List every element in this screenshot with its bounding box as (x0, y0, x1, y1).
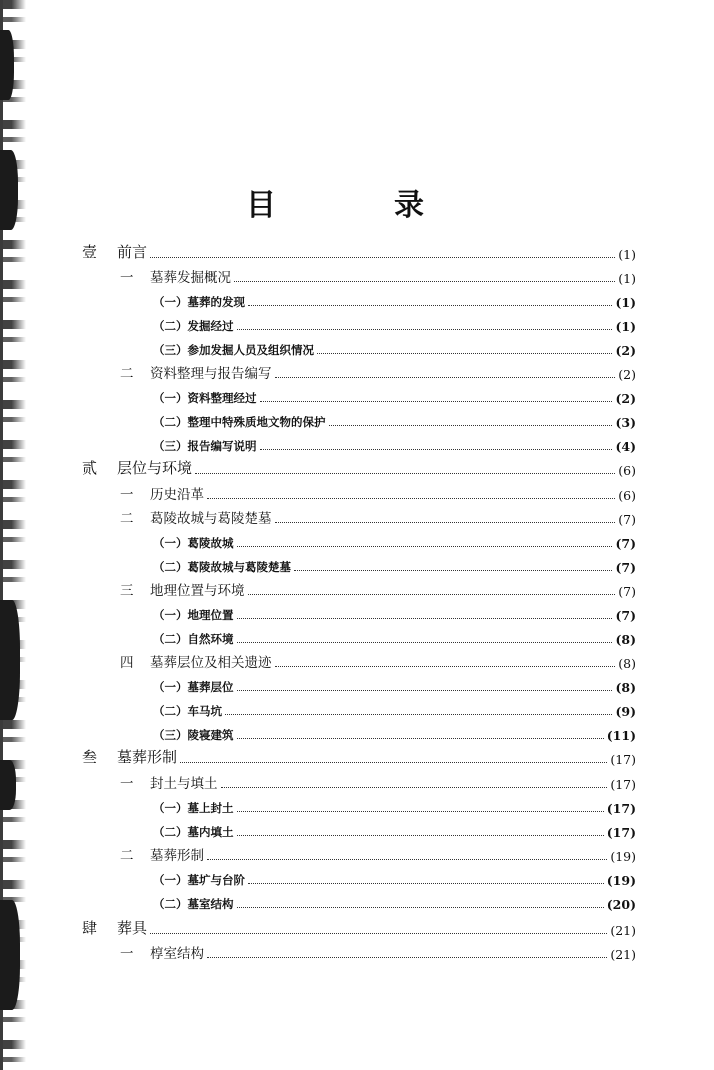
toc-entry-title: 葛陵故城与葛陵楚墓 (150, 511, 272, 527)
toc-entry-title: 车马坑 (187, 704, 222, 718)
toc-entry-title: 历史沿革 (150, 487, 204, 503)
toc-entry-page: (1) (618, 247, 636, 262)
toc-entry-number: 二 (120, 848, 134, 864)
toc-entry-page: (17) (610, 777, 636, 792)
toc-entry-page: (21) (610, 947, 636, 962)
toc-entry-title: 葬具 (117, 919, 148, 937)
toc-entry-title: 葛陵故城 (187, 536, 234, 550)
toc-entry-title: 墓葬形制 (150, 848, 204, 864)
dot-leader (294, 570, 612, 571)
toc-entry-number: （一） (153, 295, 188, 309)
scan-blot (0, 900, 20, 1010)
toc-entry-page: (7) (615, 560, 636, 575)
toc-entry-title: 墓圹与台阶 (187, 873, 245, 887)
toc-entry[interactable] (120, 577, 636, 599)
scan-blot (0, 760, 16, 810)
toc-entry-number: （一） (153, 873, 188, 887)
toc-entry-title: 椁室结构 (150, 946, 204, 962)
toc-entry[interactable] (120, 842, 636, 864)
toc-entry-title: 发掘经过 (187, 319, 234, 333)
dot-leader (180, 762, 607, 763)
toc-entry[interactable] (120, 505, 636, 527)
dot-leader (225, 714, 612, 715)
toc-entry-number: （二） (153, 415, 188, 429)
scan-blot (0, 30, 14, 100)
toc-entry-number: （二） (153, 319, 188, 333)
dot-leader (275, 377, 616, 378)
toc-entry[interactable] (153, 721, 636, 743)
toc-entry-number: 一 (120, 487, 134, 503)
toc-entry-title: 墓葬的发现 (187, 295, 245, 309)
toc-entry-page: (1) (615, 319, 636, 334)
dot-leader (237, 642, 613, 643)
scan-blot (0, 600, 20, 720)
toc-entry-number: （二） (153, 704, 188, 718)
dot-leader (234, 281, 615, 282)
toc-entry[interactable] (120, 481, 636, 503)
page-title: 目 录 (246, 188, 468, 223)
toc-entry-number: （一） (153, 801, 188, 815)
dot-leader (237, 907, 604, 908)
dot-leader (260, 401, 613, 402)
toc-entry-title: 墓内填土 (187, 825, 234, 839)
toc-entry-page: (8) (618, 656, 636, 671)
toc-entry-number: （一） (153, 680, 188, 694)
dot-leader (275, 666, 616, 667)
dot-leader (317, 353, 612, 354)
toc-entry-page: (20) (606, 897, 636, 912)
toc-entry[interactable] (153, 384, 636, 406)
toc-entry-number: 贰 (82, 459, 98, 477)
toc-entry-number: 壹 (82, 243, 98, 261)
toc-entry-page: (2) (615, 343, 636, 358)
toc-entry-title: 墓葬发掘概况 (150, 270, 231, 286)
toc-entry-page: (2) (615, 391, 636, 406)
toc-entry[interactable] (120, 940, 636, 962)
toc-entry-number: 一 (120, 776, 134, 792)
dot-leader (207, 498, 615, 499)
dot-leader (237, 811, 604, 812)
toc-entry[interactable] (82, 916, 636, 938)
toc-entry-title: 层位与环境 (117, 459, 193, 477)
toc-entry-number: 二 (120, 511, 134, 527)
dot-leader (237, 738, 604, 739)
toc-entry-page: (1) (618, 271, 636, 286)
toc-entry[interactable] (153, 673, 636, 695)
toc-entry[interactable] (153, 336, 636, 358)
toc-entry[interactable] (153, 601, 636, 623)
dot-leader (237, 329, 613, 330)
toc-entry-page: (6) (618, 463, 636, 478)
toc-entry[interactable] (153, 625, 636, 647)
toc-entry-page: (17) (606, 801, 636, 816)
toc-entry[interactable] (153, 408, 636, 430)
toc-entry[interactable] (120, 649, 636, 671)
toc-entry-title: 墓葬形制 (117, 748, 178, 766)
toc-entry-number: （三） (153, 343, 188, 357)
toc-entry-page: (17) (606, 825, 636, 840)
toc-entry-title: 葛陵故城与葛陵楚墓 (187, 560, 291, 574)
toc-entry[interactable] (153, 529, 636, 551)
toc-entry[interactable] (120, 770, 636, 792)
toc-entry-page: (9) (615, 704, 636, 719)
toc-entry-title: 封土与填土 (150, 776, 218, 792)
toc-entry-page: (19) (610, 849, 636, 864)
toc-entry-number: （三） (153, 728, 188, 742)
dot-leader (207, 957, 607, 958)
toc-entry-title: 地理位置与环境 (150, 583, 245, 599)
toc-entry-page: (17) (610, 752, 636, 767)
toc-entry[interactable] (153, 794, 636, 816)
toc-entry-number: （二） (153, 825, 188, 839)
toc-entry-page: (11) (606, 728, 636, 743)
toc-entry-page: (8) (615, 680, 636, 695)
dot-leader (237, 835, 604, 836)
dot-leader (248, 883, 604, 884)
dot-leader (237, 546, 613, 547)
toc-entry-title: 报告编写说明 (187, 439, 257, 453)
toc-entry-title: 地理位置 (187, 608, 234, 622)
toc-entry[interactable] (120, 360, 636, 382)
toc-entry-number: 一 (120, 270, 134, 286)
toc-entry[interactable] (153, 818, 636, 840)
toc-entry-number: （三） (153, 439, 188, 453)
toc-entry-number: （一） (153, 391, 188, 405)
toc-entry-title: 墓葬层位及相关遗迹 (150, 655, 272, 671)
toc-entry-page: (7) (618, 512, 636, 527)
toc-entry-page: (8) (615, 632, 636, 647)
toc-entry-title: 参加发掘人员及组织情况 (187, 343, 314, 357)
toc-entry-number: （二） (153, 632, 188, 646)
dot-leader (260, 449, 613, 450)
toc-entry-page: (1) (615, 295, 636, 310)
toc-entry-page: (7) (615, 608, 636, 623)
toc-entry-page: (19) (606, 873, 636, 888)
toc-entry-title: 资料整理经过 (187, 391, 257, 405)
toc-entry-number: 一 (120, 946, 134, 962)
toc-entry-number: （一） (153, 608, 188, 622)
dot-leader (237, 618, 613, 619)
toc-entry[interactable] (153, 312, 636, 334)
toc-entry-number: （二） (153, 897, 188, 911)
toc-entry-page: (3) (615, 415, 636, 430)
toc-entry-title: 自然环境 (187, 632, 234, 646)
toc-entry[interactable] (82, 240, 636, 262)
dot-leader (248, 594, 616, 595)
toc-entry[interactable] (82, 456, 636, 478)
toc-entry-number: （一） (153, 536, 188, 550)
toc-entry-number: （二） (153, 560, 188, 574)
toc-entry[interactable] (82, 745, 636, 767)
toc-entry[interactable] (153, 866, 636, 888)
dot-leader (207, 859, 607, 860)
toc-entry-page: (7) (618, 584, 636, 599)
toc-entry-number: 二 (120, 366, 134, 382)
toc-entry[interactable] (153, 432, 636, 454)
toc-entry-number: 叁 (82, 748, 98, 766)
toc-entry-title: 陵寝建筑 (187, 728, 234, 742)
toc-entry-number: 三 (120, 583, 134, 599)
toc-entry-title: 墓上封土 (187, 801, 234, 815)
dot-leader (237, 690, 613, 691)
toc-entry-title: 资料整理与报告编写 (150, 366, 272, 382)
toc-entry[interactable] (153, 697, 636, 719)
toc-entry-page: (21) (610, 923, 636, 938)
toc-entry[interactable] (120, 264, 636, 286)
toc-entry-page: (4) (615, 439, 636, 454)
dot-leader (275, 522, 616, 523)
dot-leader (150, 257, 615, 258)
dot-leader (195, 473, 615, 474)
toc-entry-title: 前言 (117, 243, 148, 261)
toc-entry[interactable] (153, 288, 636, 310)
dot-leader (329, 425, 613, 426)
dot-leader (221, 787, 608, 788)
toc-entry-page: (6) (618, 488, 636, 503)
dot-leader (150, 933, 607, 934)
toc-entry-title: 整理中特殊质地文物的保护 (187, 415, 326, 429)
toc-entry-page: (2) (618, 367, 636, 382)
toc-entry-title: 墓葬层位 (187, 680, 234, 694)
toc-entry-title: 墓室结构 (187, 897, 234, 911)
toc-entry[interactable] (153, 553, 636, 575)
toc-entry-number: 四 (120, 655, 134, 671)
toc-entry[interactable] (153, 890, 636, 912)
toc-entry-number: 肆 (82, 919, 98, 937)
toc-entry-page: (7) (615, 536, 636, 551)
dot-leader (248, 305, 612, 306)
